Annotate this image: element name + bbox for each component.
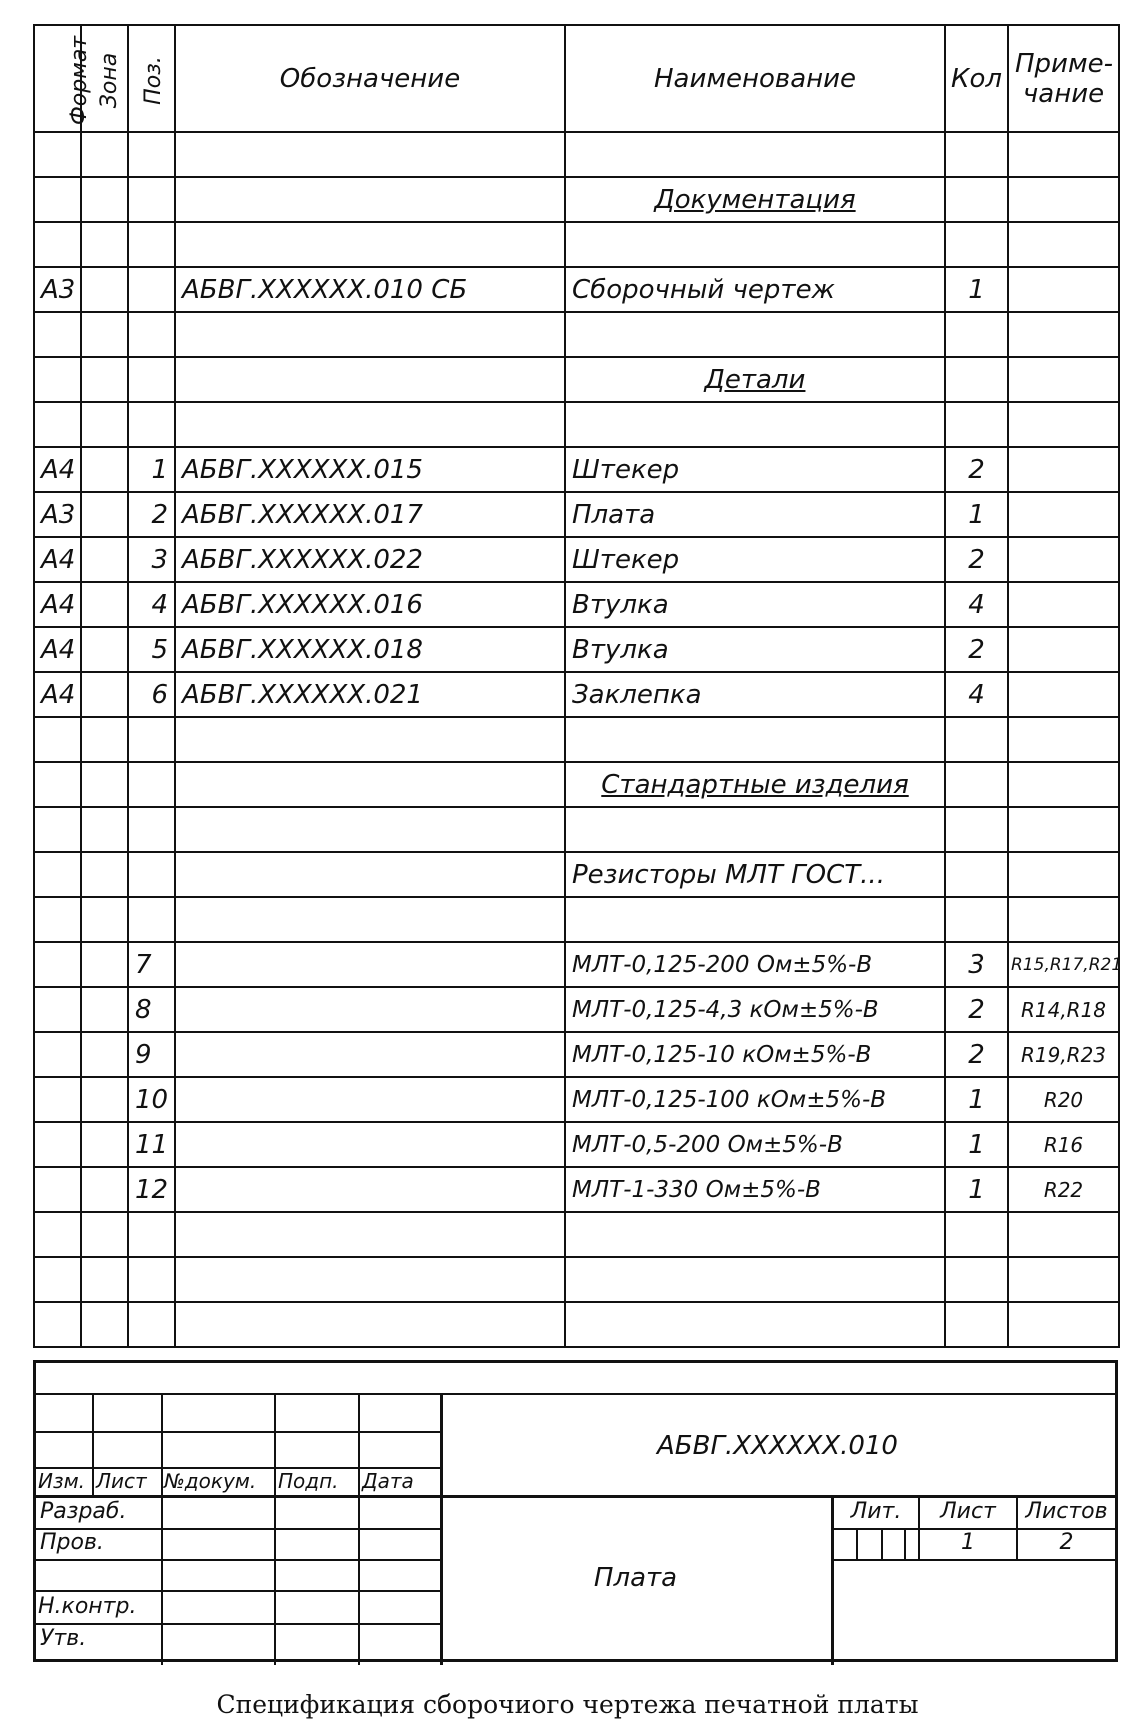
resistor-note: R19,R23	[1008, 1032, 1119, 1077]
table-row	[34, 1212, 1119, 1257]
part-format: А4	[34, 627, 81, 672]
resistor-note: R22	[1008, 1167, 1119, 1212]
sheet-label: Лист	[940, 1499, 996, 1524]
part-pos: 5	[128, 627, 175, 672]
part-qty: 4	[945, 672, 1008, 717]
doc-qty: 1	[945, 267, 1008, 312]
part-format: А4	[34, 537, 81, 582]
doc-name: Сборочный чертеж	[565, 267, 945, 312]
table-row	[34, 1077, 1119, 1122]
title-block	[33, 1360, 1118, 1662]
developed-label: Разраб.	[40, 1499, 127, 1524]
resistor-qty: 1	[945, 1077, 1008, 1122]
header-format: Формат	[34, 25, 81, 132]
table-row	[34, 537, 1119, 582]
date-label: Дата	[362, 1469, 414, 1493]
checked-label: Пров.	[40, 1530, 104, 1555]
product-name: Плата	[593, 1563, 678, 1593]
table-row	[34, 132, 1119, 177]
resistor-pos: 10	[128, 1077, 175, 1122]
part-name: Штекер	[565, 447, 945, 492]
part-name: Плата	[565, 492, 945, 537]
izm-label: Изм.	[38, 1469, 86, 1493]
header-name: Наименование	[565, 25, 945, 132]
table-row	[34, 447, 1119, 492]
part-format: А4	[34, 672, 81, 717]
resistor-pos: 8	[128, 987, 175, 1032]
table-row	[34, 1032, 1119, 1077]
table-row	[34, 852, 1119, 897]
part-qty: 1	[945, 492, 1008, 537]
resistor-qty: 2	[945, 1032, 1008, 1077]
norm-control-label: Н.контр.	[38, 1594, 137, 1619]
table-row	[34, 1167, 1119, 1212]
resistor-pos: 12	[128, 1167, 175, 1212]
sheets-label: Листов	[1025, 1499, 1108, 1524]
resistor-qty: 1	[945, 1122, 1008, 1167]
part-designation: АБВГ.XXXXXX.016	[175, 582, 565, 627]
part-name: Заклепка	[565, 672, 945, 717]
resistor-name: МЛТ-0,125-200 Ом±5%-В	[565, 942, 945, 987]
table-row	[34, 627, 1119, 672]
table-row	[34, 492, 1119, 537]
resistor-pos: 11	[128, 1122, 175, 1167]
resistor-group: Резисторы МЛТ ГОСТ...	[565, 852, 945, 897]
part-pos: 3	[128, 537, 175, 582]
figure-caption: Спецификация сборочиого чертежа печатной платы	[216, 1690, 919, 1719]
resistor-pos: 9	[128, 1032, 175, 1077]
part-designation: АБВГ.XXXXXX.021	[175, 672, 565, 717]
table-header	[34, 25, 1119, 132]
table-row	[34, 402, 1119, 447]
sheet-value: 1	[961, 1530, 975, 1555]
part-format: А4	[34, 582, 81, 627]
part-qty: 4	[945, 582, 1008, 627]
table-row	[34, 177, 1119, 222]
resistor-name: МЛТ-0,125-4,3 кОм±5%-В	[565, 987, 945, 1032]
part-designation: АБВГ.XXXXXX.022	[175, 537, 565, 582]
part-name: Втулка	[565, 582, 945, 627]
header-note: Приме-чание	[1008, 25, 1119, 132]
section-standard: Стандартные изделия	[565, 762, 945, 807]
doc-format: А3	[34, 267, 81, 312]
part-format: А3	[34, 492, 81, 537]
part-pos: 6	[128, 672, 175, 717]
part-pos: 4	[128, 582, 175, 627]
table-row	[34, 1302, 1119, 1347]
resistor-name: МЛТ-0,5-200 Ом±5%-В	[565, 1122, 945, 1167]
table-row	[34, 762, 1119, 807]
resistor-note: R14,R18	[1008, 987, 1119, 1032]
header-zone: Зона	[81, 25, 128, 132]
resistor-name: МЛТ-1-330 Ом±5%-В	[565, 1167, 945, 1212]
resistor-note: R15,R17,R21	[1008, 942, 1119, 987]
section-parts: Детали	[565, 357, 945, 402]
table-row	[34, 897, 1119, 942]
header-qty: Кол	[945, 25, 1008, 132]
table-row	[34, 987, 1119, 1032]
doc-code: АБВГ.XXXXXX.010	[657, 1431, 898, 1461]
section-documentation: Документация	[565, 177, 945, 222]
table-row	[34, 1122, 1119, 1167]
part-pos: 2	[128, 492, 175, 537]
part-qty: 2	[945, 627, 1008, 672]
part-pos: 1	[128, 447, 175, 492]
header-pos: Поз.	[128, 25, 175, 132]
table-row	[34, 672, 1119, 717]
resistor-name: МЛТ-0,125-100 кОм±5%-В	[565, 1077, 945, 1122]
lit-label: Лит.	[850, 1499, 902, 1524]
sign-label: Подп.	[278, 1469, 339, 1493]
specification-table	[33, 24, 1123, 1348]
header-designation: Обозначение	[175, 25, 565, 132]
part-name: Штекер	[565, 537, 945, 582]
resistor-name: МЛТ-0,125-10 кОм±5%-В	[565, 1032, 945, 1077]
table-row	[34, 807, 1119, 852]
sheets-value: 2	[1059, 1530, 1074, 1555]
part-designation: АБВГ.XXXXXX.018	[175, 627, 565, 672]
list-label: Лист	[96, 1469, 147, 1493]
resistor-qty: 1	[945, 1167, 1008, 1212]
resistor-pos: 7	[128, 942, 175, 987]
table-row	[34, 582, 1119, 627]
table-row	[34, 717, 1119, 762]
doc-no-label: №докум.	[164, 1469, 257, 1493]
resistor-qty: 3	[945, 942, 1008, 987]
approved-label: Утв.	[40, 1626, 87, 1651]
part-designation: АБВГ.XXXXXX.017	[175, 492, 565, 537]
table-row	[34, 222, 1119, 267]
table-row	[34, 1257, 1119, 1302]
resistor-note: R16	[1008, 1122, 1119, 1167]
table-row	[34, 267, 1119, 312]
resistor-qty: 2	[945, 987, 1008, 1032]
part-designation: АБВГ.XXXXXX.015	[175, 447, 565, 492]
table-row	[34, 942, 1119, 987]
table-row	[34, 357, 1119, 402]
part-name: Втулка	[565, 627, 945, 672]
part-qty: 2	[945, 447, 1008, 492]
part-format: А4	[34, 447, 81, 492]
doc-designation: АБВГ.XXXXXX.010 СБ	[175, 267, 565, 312]
part-qty: 2	[945, 537, 1008, 582]
resistor-note: R20	[1008, 1077, 1119, 1122]
table-row	[34, 312, 1119, 357]
